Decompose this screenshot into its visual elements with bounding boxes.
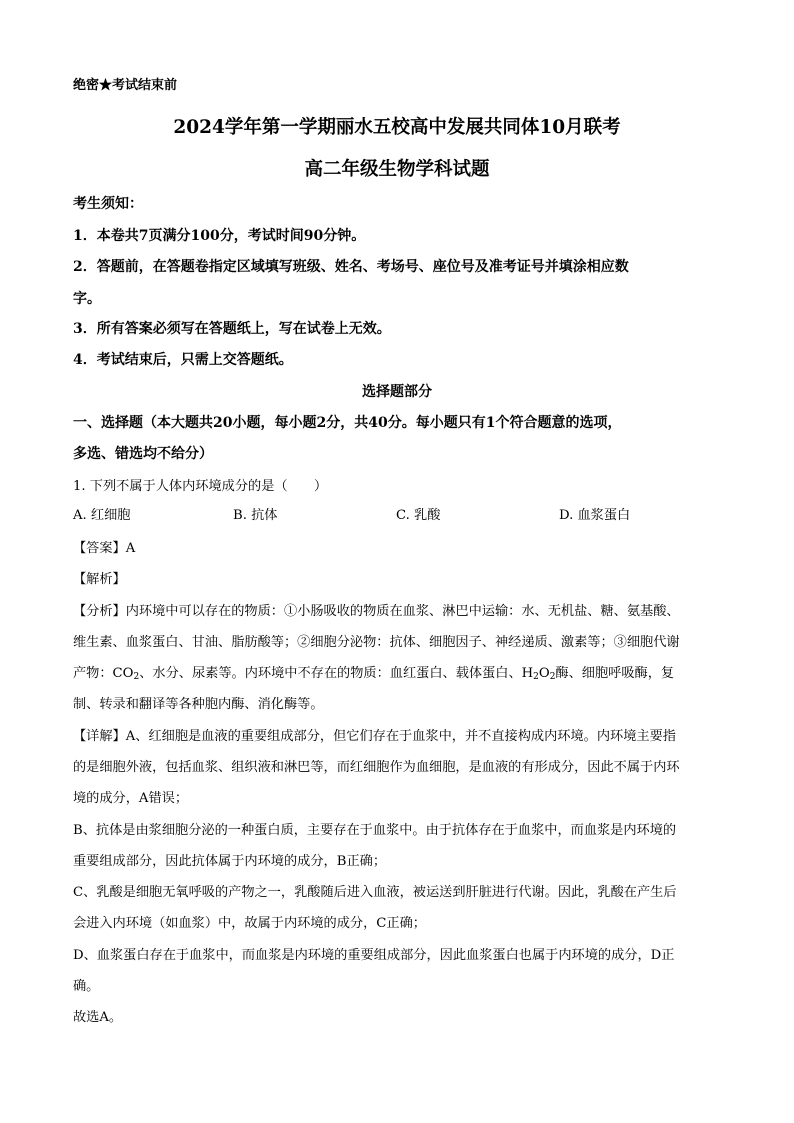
question-options [73,504,713,524]
part-instructions-cont: 多选、错选均不给分） [73,446,213,462]
option-c: C. 乳酸 [396,508,441,523]
option-d: D. 血浆蛋白 [559,508,631,523]
detail-line-8: D、血浆蛋白存在于血浆中，而血浆是内环境的重要组成部分，因此血浆蛋白也属于内环境的成分，D正 [73,948,675,963]
notice-heading: 考生须知： [73,196,143,212]
detail-line-9: 确。 [73,979,100,994]
option-b: B. 抗体 [233,508,278,523]
confidential-label: 绝密★考试结束前 [73,78,178,93]
notice-item-4: 4．考试结束后，只需上交答题纸。 [73,352,293,368]
analysis-tag: 【解析】 [73,572,126,587]
notice-item-3: 3．所有答案必须写在答题纸上，写在试卷上无效。 [73,321,391,337]
detail-line-7: 会进入内环境（如血浆）中，故属于内环境的成分，C正确； [73,916,426,931]
detail-line-10: 故选A。 [73,1010,123,1025]
detail-line-4: B、抗体是由浆细胞分泌的一种蛋白质，主要存在于血浆中。由于抗体存在于血浆中，而血浆是内环境的 [73,823,677,838]
analysis-line-3: 产物：$CO_2$、水分、尿素等。内环境中不存在的物质：血红蛋白、载体蛋白、$H_2O_2$酶、细胞呼吸酶，复 [73,666,675,682]
detail-line-2: 的是细胞外液，包括血浆、组织液和淋巴等，而红细胞作为血细胞，是血液的有形成分，因此不属于内环 [73,760,680,775]
analysis-line-1: 【分析】内环境中可以存在的物质：①小肠吸收的物质在血浆、淋巴中运输：水、无机盐、糖、氨基酸、 [73,604,680,619]
question-stem: 1. 下列不属于人体内环境成分的是（ ） [73,479,328,494]
answer-line: 【答案】A [73,541,136,556]
notice-item-2: 2．答题前，在答题卷指定区域填写班级、姓名、考场号、座位号及准考证号并填涂相应数 [73,259,629,275]
exam-subtitle: 高二年级生物学科试题 [304,159,490,180]
option-a: A. 红细胞 [73,508,131,523]
notice-item-1: 1．本卷共7页满分100分，考试时间90分钟。 [73,228,366,244]
analysis-line-4: 制、转录和翻译等各种胞内酶、消化酶等。 [73,697,324,712]
exam-title: 2024学年第一学期丽水五校高中发展共同体10月联考 [173,117,621,138]
part-instructions: 一、选择题（本大题共20小题，每小题2分，共40分。每小题只有1个符合题意的选项， [73,415,622,431]
detail-line-3: 境的成分，A错误； [73,791,189,806]
detail-line-5: 重要组成部分，因此抗体属于内环境的成分，B正确； [73,854,387,869]
detail-line-6: C、乳酸是细胞无氧呼吸的产物之一，乳酸随后进入血液，被运送到肝脏进行代谢。因此，乳酸在产生后 [73,885,677,900]
analysis-line-2: 维生素、血浆蛋白、甘油、脂肪酸等；②细胞分泌物：抗体、细胞因子、神经递质、激素等；③细胞代谢 [73,635,680,650]
notice-item-2-cont: 字。 [73,291,101,307]
section-title: 选择题部分 [362,384,432,400]
detail-line-1: 【详解】A、红细胞是血液的重要组成部分，但它们存在于血浆中，并不直接构成内环境。内环境主要指 [73,729,676,744]
